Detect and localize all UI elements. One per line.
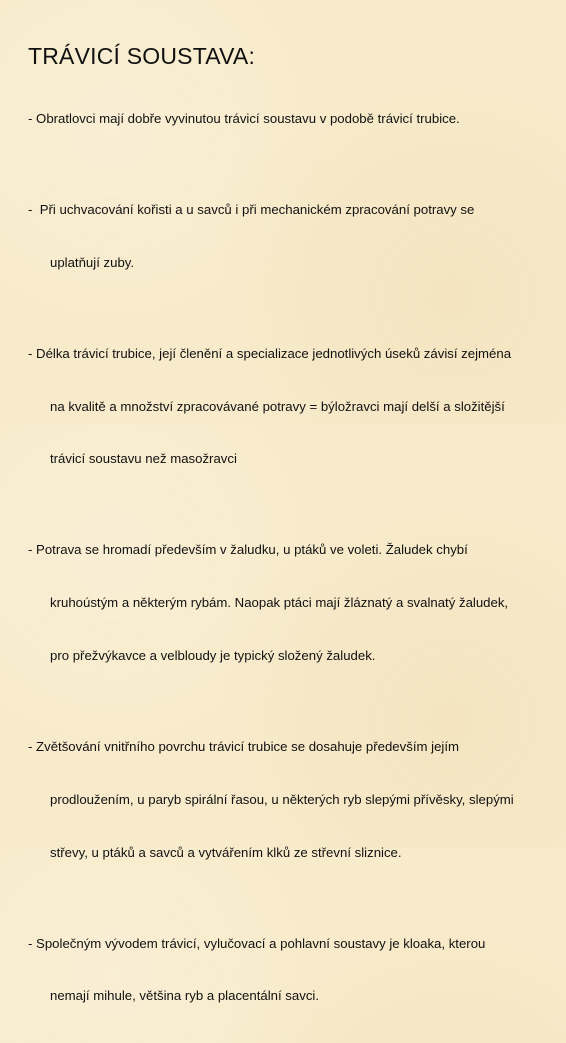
- bullet-line: - Obratlovci mají dobře vyvinutou trávicí soustavu v podobě trávicí trubice.: [28, 111, 460, 127]
- bullet-list: [28, 75, 558, 1040]
- bullet-line: uplatňují zuby.: [50, 254, 135, 270]
- bullet-line: nemají mihule, většina ryb a placentální savci.: [50, 988, 320, 1004]
- bullet-line: trávicí soustavu než masožravci: [50, 451, 237, 467]
- bullet-item: [28, 899, 558, 1040]
- bullet-line: na kvalitě a množství zpracovávané potravy = býložravci mají delší a složitější: [50, 398, 505, 414]
- bullet-line: střevy, u ptáků a savců a vytvářením klků ze střevní sliznice.: [50, 844, 402, 860]
- slide-title: TRÁVICÍ SOUSTAVA:: [28, 43, 256, 69]
- bullet-item: [28, 310, 558, 504]
- bullet-item: [28, 703, 558, 897]
- bullet-line: - Délka trávicí trubice, její členění a specializace jednotlivých úseků závisí zejména: [28, 345, 512, 361]
- bullet-line: - Při uchvacování kořisti a u savců i při mechanickém zpracování potravy se: [28, 202, 475, 218]
- bullet-item: [28, 75, 558, 163]
- bullet-line: - Potrava se hromadí především v žaludku, u ptáků ve voleti. Žaludek chybí: [28, 542, 468, 558]
- bullet-line: prodloužením, u paryb spirální řasou, u některých ryb slepými přívěsky, slepými: [50, 791, 514, 807]
- bullet-line: - Zvětšování vnitřního povrchu trávicí trubice se dosahuje především jejím: [28, 738, 459, 754]
- bullet-line: pro přežvýkavce a velbloudy je typický složený žaludek.: [50, 648, 376, 663]
- bullet-line: kruhoústým a některým rybám. Naopak ptáci mají žláznatý a svalnatý žaludek,: [50, 595, 509, 611]
- slide: [28, 42, 558, 1043]
- bullet-item: [28, 506, 558, 700]
- bullet-line: - Společným vývodem trávicí, vylučovací a pohlavní soustavy je kloaka, kterou: [28, 935, 486, 951]
- bullet-item: [28, 166, 558, 307]
